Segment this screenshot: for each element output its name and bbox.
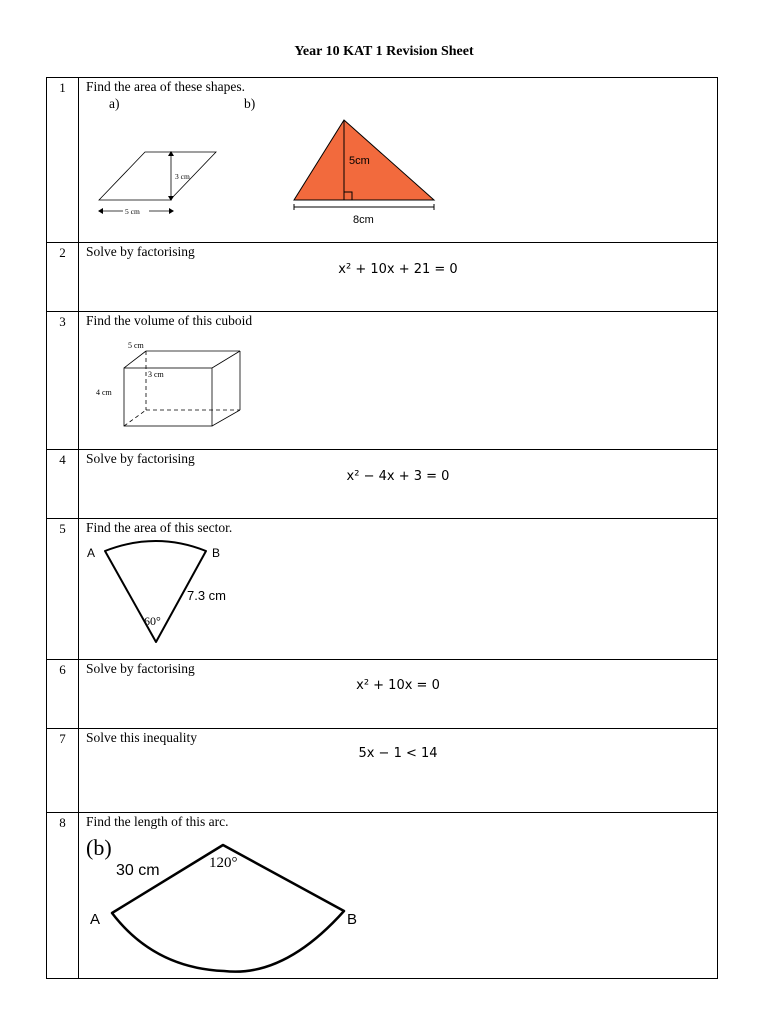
arrow-left-icon bbox=[98, 208, 103, 214]
cuboid-edge bbox=[124, 351, 146, 368]
question-row-2 bbox=[47, 243, 718, 312]
cuboid-edge bbox=[212, 351, 240, 368]
question-row-5 bbox=[47, 519, 718, 660]
part-a-label: a) bbox=[109, 96, 120, 111]
parallelogram-shape bbox=[99, 152, 216, 200]
inequality: 5x − 1 < 14 bbox=[358, 746, 438, 761]
question-number: 2 bbox=[47, 243, 79, 312]
angle-label: 60° bbox=[144, 614, 161, 628]
question-number: 3 bbox=[47, 312, 79, 450]
question-cell bbox=[79, 243, 718, 312]
triangle-base-label: 8cm bbox=[353, 214, 374, 226]
question-row-3 bbox=[47, 312, 718, 450]
question-row-6 bbox=[47, 660, 718, 729]
arc-point-a-label: A bbox=[90, 911, 101, 928]
part-label: (b) bbox=[86, 835, 112, 860]
question-cell bbox=[79, 729, 718, 813]
triangle-diagram bbox=[294, 120, 454, 230]
question-text: Find the area of these shapes. bbox=[86, 79, 245, 94]
question-row-4 bbox=[47, 450, 718, 519]
question-row-8 bbox=[47, 813, 718, 979]
question-row-1 bbox=[47, 78, 718, 243]
arc-diagram bbox=[84, 833, 384, 978]
point-a-label: A bbox=[87, 546, 96, 560]
cuboid-edge bbox=[212, 410, 240, 426]
point-b-label: B bbox=[212, 546, 221, 560]
question-text: Find the area of this sector. bbox=[86, 520, 233, 535]
arc-point-b-label: B bbox=[347, 911, 358, 928]
cuboid-height-label: 4 cm bbox=[96, 388, 112, 397]
question-cell bbox=[79, 813, 718, 979]
question-row-7 bbox=[47, 729, 718, 813]
question-text: Solve by factorising bbox=[86, 661, 195, 676]
height-label: 3 cm bbox=[175, 172, 190, 181]
radius-label: 7.3 cm bbox=[187, 588, 227, 603]
question-number: 4 bbox=[47, 450, 79, 519]
equation: x² + 10x = 0 bbox=[356, 678, 440, 693]
equation: x² − 4x + 3 = 0 bbox=[346, 469, 450, 484]
arc-angle-label: 120° bbox=[209, 855, 238, 871]
question-number: 8 bbox=[47, 813, 79, 979]
question-text: Solve this inequality bbox=[86, 730, 197, 745]
cuboid-diagram bbox=[94, 342, 264, 432]
arc-radius-label: 30 cm bbox=[116, 862, 160, 879]
parallelogram-diagram bbox=[89, 148, 239, 218]
question-cell bbox=[79, 78, 718, 243]
cuboid-front-face bbox=[124, 368, 212, 426]
cuboid-depth-label: 5 cm bbox=[128, 341, 144, 350]
question-number: 6 bbox=[47, 660, 79, 729]
question-text: Find the volume of this cuboid bbox=[86, 313, 253, 328]
page-title: Year 10 KAT 1 Revision Sheet bbox=[294, 44, 474, 59]
base-label: 5 cm bbox=[125, 207, 140, 216]
cuboid-width-label: 3 cm bbox=[148, 370, 164, 379]
question-number: 5 bbox=[47, 519, 79, 660]
question-number: 1 bbox=[47, 78, 79, 243]
revision-table bbox=[46, 77, 718, 979]
part-b-label: b) bbox=[244, 96, 256, 111]
cuboid-hidden-edge bbox=[124, 410, 146, 426]
question-text: Solve by factorising bbox=[86, 451, 195, 466]
question-text: Solve by factorising bbox=[86, 244, 195, 259]
question-cell bbox=[79, 660, 718, 729]
question-cell bbox=[79, 312, 718, 450]
sector-diagram bbox=[84, 541, 264, 656]
question-text: Find the length of this arc. bbox=[86, 814, 229, 829]
triangle-height-label: 5cm bbox=[349, 155, 370, 167]
question-cell bbox=[79, 519, 718, 660]
arrow-right-icon bbox=[169, 208, 174, 214]
question-cell bbox=[79, 450, 718, 519]
equation: x² + 10x + 21 = 0 bbox=[338, 262, 458, 277]
question-number: 7 bbox=[47, 729, 79, 813]
